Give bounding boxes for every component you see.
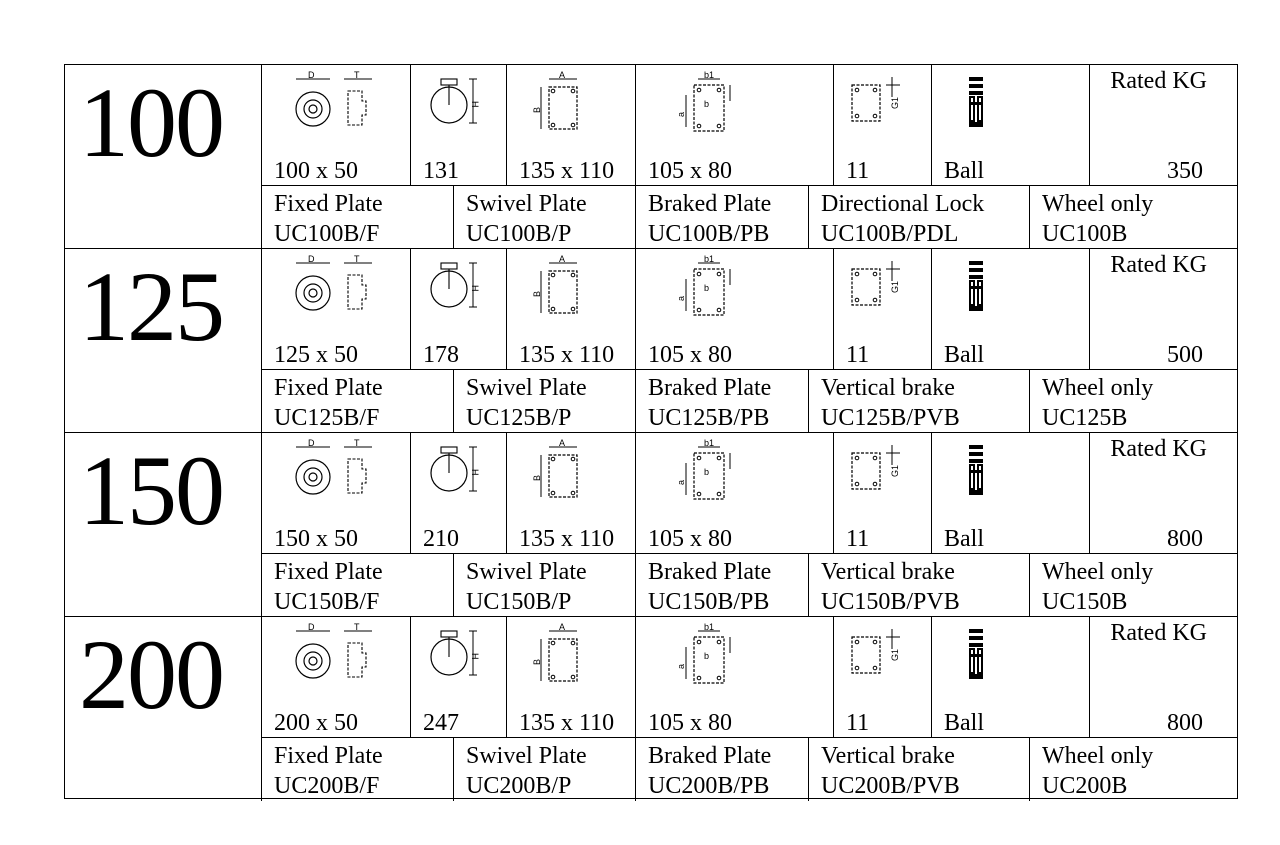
- plate-diagram-icon: [531, 255, 591, 323]
- svg-text:H: H: [470, 101, 480, 108]
- bolt-diagram-icon: [848, 73, 908, 135]
- svg-text:b: b: [704, 99, 710, 109]
- variant-code: UC150B: [1042, 589, 1128, 615]
- wheel-dimension-cell: [262, 249, 411, 369]
- rated-cell: [1090, 433, 1237, 553]
- hole-spacing-cell: [636, 249, 834, 369]
- bolt-cell: [834, 617, 932, 737]
- variant-code: UC150B/PVB: [821, 589, 960, 615]
- hole-spacing-diagram-icon: [674, 623, 744, 691]
- spec-row: [262, 617, 1237, 738]
- variant-cell: [636, 186, 809, 248]
- variant-name: Braked Plate: [648, 191, 772, 217]
- svg-text:T: T: [354, 255, 360, 264]
- height-cell: [411, 433, 507, 553]
- rated-cell: [1090, 65, 1237, 185]
- svg-text:A: A: [559, 623, 566, 632]
- bearing-cell: [932, 65, 1090, 185]
- size-block: [65, 249, 1237, 433]
- svg-text:b: b: [704, 651, 710, 661]
- variant-code: UC100B: [1042, 221, 1128, 247]
- plate-size: 135 x 110: [519, 710, 615, 736]
- variant-cell: [262, 186, 454, 248]
- hole-spacing: 105 x 80: [648, 342, 732, 368]
- spec-row: [262, 433, 1237, 554]
- wheel-dimension-diagram-icon: [292, 623, 382, 693]
- hole-spacing-diagram-icon: [674, 71, 744, 139]
- plate-diagram-icon: [531, 439, 591, 507]
- height-diagram-icon: [427, 625, 487, 691]
- variant-name: Directional Lock: [821, 191, 985, 217]
- wheel-dimension-cell: [262, 65, 411, 185]
- variant-name: Swivel Plate: [466, 375, 587, 401]
- hole-spacing-diagram-icon: [674, 255, 744, 323]
- bearing-cell: [932, 617, 1090, 737]
- variant-row: [262, 370, 1237, 432]
- variant-row: [262, 554, 1237, 616]
- plate-cell: [507, 433, 636, 553]
- variant-row: [262, 186, 1237, 248]
- height-diagram-icon: [427, 257, 487, 323]
- variant-code: UC200B/F: [274, 773, 380, 799]
- svg-text:D: D: [308, 439, 315, 448]
- rated-kg-label: Rated KG: [1110, 620, 1207, 646]
- svg-text:b: b: [704, 283, 710, 293]
- hole-spacing-cell: [636, 65, 834, 185]
- rated-kg-label: Rated KG: [1110, 252, 1207, 278]
- height: 210: [423, 526, 459, 552]
- rated-kg: 500: [1167, 342, 1203, 368]
- variant-cell: [1030, 738, 1237, 801]
- bearing-type: Ball: [944, 158, 984, 184]
- variant-cell: [809, 738, 1030, 801]
- variant-name: Swivel Plate: [466, 743, 587, 769]
- variant-code: UC125B: [1042, 405, 1128, 431]
- plate-cell: [507, 249, 636, 369]
- variant-cell: [262, 370, 454, 432]
- variant-name: Wheel only: [1042, 559, 1154, 585]
- hole-spacing: 105 x 80: [648, 158, 732, 184]
- variant-name: Fixed Plate: [274, 191, 383, 217]
- wheel-dimension-cell: [262, 433, 411, 553]
- bolt-diagram-icon: [848, 625, 908, 687]
- svg-text:D: D: [308, 255, 315, 264]
- variant-code: UC200B: [1042, 773, 1128, 799]
- variant-cell: [636, 370, 809, 432]
- bolt-diagram-icon: [848, 441, 908, 503]
- svg-text:b1: b1: [704, 255, 715, 264]
- size-cell: [65, 65, 262, 248]
- bolt-size: 11: [846, 158, 870, 184]
- hole-spacing: 105 x 80: [648, 526, 732, 552]
- variant-cell: [809, 554, 1030, 616]
- variant-name: Fixed Plate: [274, 375, 383, 401]
- ball-bearing-icon: [966, 75, 986, 133]
- size-cell: [65, 249, 262, 432]
- plate-cell: [507, 65, 636, 185]
- svg-text:G1: G1: [890, 648, 900, 661]
- spec-row: [262, 65, 1237, 186]
- hole-spacing-cell: [636, 617, 834, 737]
- variant-row: [262, 738, 1237, 801]
- bolt-diagram-icon: [848, 257, 908, 319]
- variant-code: UC200B/PB: [648, 773, 770, 799]
- variant-cell: [454, 370, 636, 432]
- svg-text:a: a: [676, 111, 686, 117]
- svg-text:G1: G1: [890, 464, 900, 477]
- variant-name: Swivel Plate: [466, 559, 587, 585]
- bearing-cell: [932, 249, 1090, 369]
- svg-text:B: B: [532, 474, 542, 481]
- variant-cell: [1030, 370, 1237, 432]
- size-cell: [65, 617, 262, 801]
- size-block: [65, 433, 1237, 617]
- height-cell: [411, 617, 507, 737]
- variant-cell: [262, 554, 454, 616]
- variant-cell: [809, 186, 1030, 248]
- variant-code: UC125B/F: [274, 405, 380, 431]
- wheel-dimension: 125 x 50: [274, 342, 358, 368]
- svg-text:T: T: [354, 71, 360, 80]
- svg-text:b1: b1: [704, 439, 715, 448]
- ball-bearing-icon: [966, 443, 986, 501]
- svg-text:b1: b1: [704, 623, 715, 632]
- plate-size: 135 x 110: [519, 158, 615, 184]
- svg-text:B: B: [532, 106, 542, 113]
- svg-text:D: D: [308, 71, 315, 80]
- variant-cell: [809, 370, 1030, 432]
- spec-row: [262, 249, 1237, 370]
- svg-text:b1: b1: [704, 71, 715, 80]
- variant-name: Wheel only: [1042, 375, 1154, 401]
- hole-spacing: 105 x 80: [648, 710, 732, 736]
- caster-spec-table: [64, 64, 1238, 799]
- height-cell: [411, 249, 507, 369]
- wheel-size: 100: [79, 67, 223, 178]
- wheel-dimension: 150 x 50: [274, 526, 358, 552]
- svg-text:A: A: [559, 439, 566, 448]
- variant-cell: [262, 738, 454, 801]
- svg-text:T: T: [354, 623, 360, 632]
- variant-code: UC125B/PB: [648, 405, 770, 431]
- variant-code: UC150B/PB: [648, 589, 770, 615]
- ball-bearing-icon: [966, 627, 986, 685]
- variant-name: Wheel only: [1042, 191, 1154, 217]
- size-block: [65, 65, 1237, 249]
- height-diagram-icon: [427, 441, 487, 507]
- wheel-dimension-diagram-icon: [292, 439, 382, 509]
- bolt-size: 11: [846, 526, 870, 552]
- bearing-cell: [932, 433, 1090, 553]
- rated-kg: 800: [1167, 526, 1203, 552]
- variant-name: Braked Plate: [648, 743, 772, 769]
- variant-cell: [454, 186, 636, 248]
- variant-name: Vertical brake: [821, 743, 955, 769]
- rated-kg: 350: [1167, 158, 1203, 184]
- hole-spacing-cell: [636, 433, 834, 553]
- variant-code: UC200B/P: [466, 773, 572, 799]
- svg-text:a: a: [676, 479, 686, 485]
- height-cell: [411, 65, 507, 185]
- svg-text:a: a: [676, 663, 686, 669]
- variant-name: Fixed Plate: [274, 559, 383, 585]
- rated-cell: [1090, 249, 1237, 369]
- variant-code: UC125B/P: [466, 405, 572, 431]
- bearing-type: Ball: [944, 526, 984, 552]
- wheel-dimension-cell: [262, 617, 411, 737]
- svg-text:B: B: [532, 290, 542, 297]
- variant-code: UC100B/PDL: [821, 221, 959, 247]
- rated-kg: 800: [1167, 710, 1203, 736]
- bearing-type: Ball: [944, 710, 984, 736]
- svg-text:B: B: [532, 658, 542, 665]
- height-diagram-icon: [427, 73, 487, 139]
- rated-cell: [1090, 617, 1237, 737]
- variant-name: Swivel Plate: [466, 191, 587, 217]
- bolt-cell: [834, 433, 932, 553]
- variant-name: Braked Plate: [648, 559, 772, 585]
- variant-code: UC150B/P: [466, 589, 572, 615]
- variant-code: UC150B/F: [274, 589, 380, 615]
- variant-code: UC200B/PVB: [821, 773, 960, 799]
- bolt-cell: [834, 249, 932, 369]
- wheel-dimension-diagram-icon: [292, 255, 382, 325]
- ball-bearing-icon: [966, 259, 986, 317]
- variant-cell: [454, 738, 636, 801]
- svg-text:A: A: [559, 71, 566, 80]
- rated-kg-label: Rated KG: [1110, 68, 1207, 94]
- plate-cell: [507, 617, 636, 737]
- wheel-dimension-diagram-icon: [292, 71, 382, 141]
- variant-cell: [1030, 186, 1237, 248]
- svg-text:A: A: [559, 255, 566, 264]
- bolt-size: 11: [846, 342, 870, 368]
- svg-text:G1: G1: [890, 280, 900, 293]
- svg-text:H: H: [470, 469, 480, 476]
- size-cell: [65, 433, 262, 616]
- variant-cell: [454, 554, 636, 616]
- wheel-dimension: 200 x 50: [274, 710, 358, 736]
- hole-spacing-diagram-icon: [674, 439, 744, 507]
- variant-name: Fixed Plate: [274, 743, 383, 769]
- variant-code: UC100B/P: [466, 221, 572, 247]
- svg-text:G1: G1: [890, 96, 900, 109]
- variant-code: UC100B/F: [274, 221, 380, 247]
- variant-cell: [1030, 554, 1237, 616]
- size-block: [65, 617, 1237, 801]
- svg-text:H: H: [470, 653, 480, 660]
- variant-code: UC100B/PB: [648, 221, 770, 247]
- plate-diagram-icon: [531, 623, 591, 691]
- height: 131: [423, 158, 459, 184]
- svg-text:b: b: [704, 467, 710, 477]
- variant-name: Vertical brake: [821, 559, 955, 585]
- variant-cell: [636, 554, 809, 616]
- plate-size: 135 x 110: [519, 342, 615, 368]
- rated-kg-label: Rated KG: [1110, 436, 1207, 462]
- height: 247: [423, 710, 459, 736]
- wheel-size: 150: [79, 435, 223, 546]
- bearing-type: Ball: [944, 342, 984, 368]
- variant-code: UC125B/PVB: [821, 405, 960, 431]
- plate-diagram-icon: [531, 71, 591, 139]
- wheel-size: 125: [79, 251, 223, 362]
- bolt-size: 11: [846, 710, 870, 736]
- bolt-cell: [834, 65, 932, 185]
- variant-name: Wheel only: [1042, 743, 1154, 769]
- svg-text:D: D: [308, 623, 315, 632]
- variant-name: Vertical brake: [821, 375, 955, 401]
- svg-text:H: H: [470, 285, 480, 292]
- svg-text:a: a: [676, 295, 686, 301]
- variant-name: Braked Plate: [648, 375, 772, 401]
- plate-size: 135 x 110: [519, 526, 615, 552]
- wheel-dimension: 100 x 50: [274, 158, 358, 184]
- svg-text:T: T: [354, 439, 360, 448]
- wheel-size: 200: [79, 619, 223, 730]
- variant-cell: [636, 738, 809, 801]
- height: 178: [423, 342, 459, 368]
